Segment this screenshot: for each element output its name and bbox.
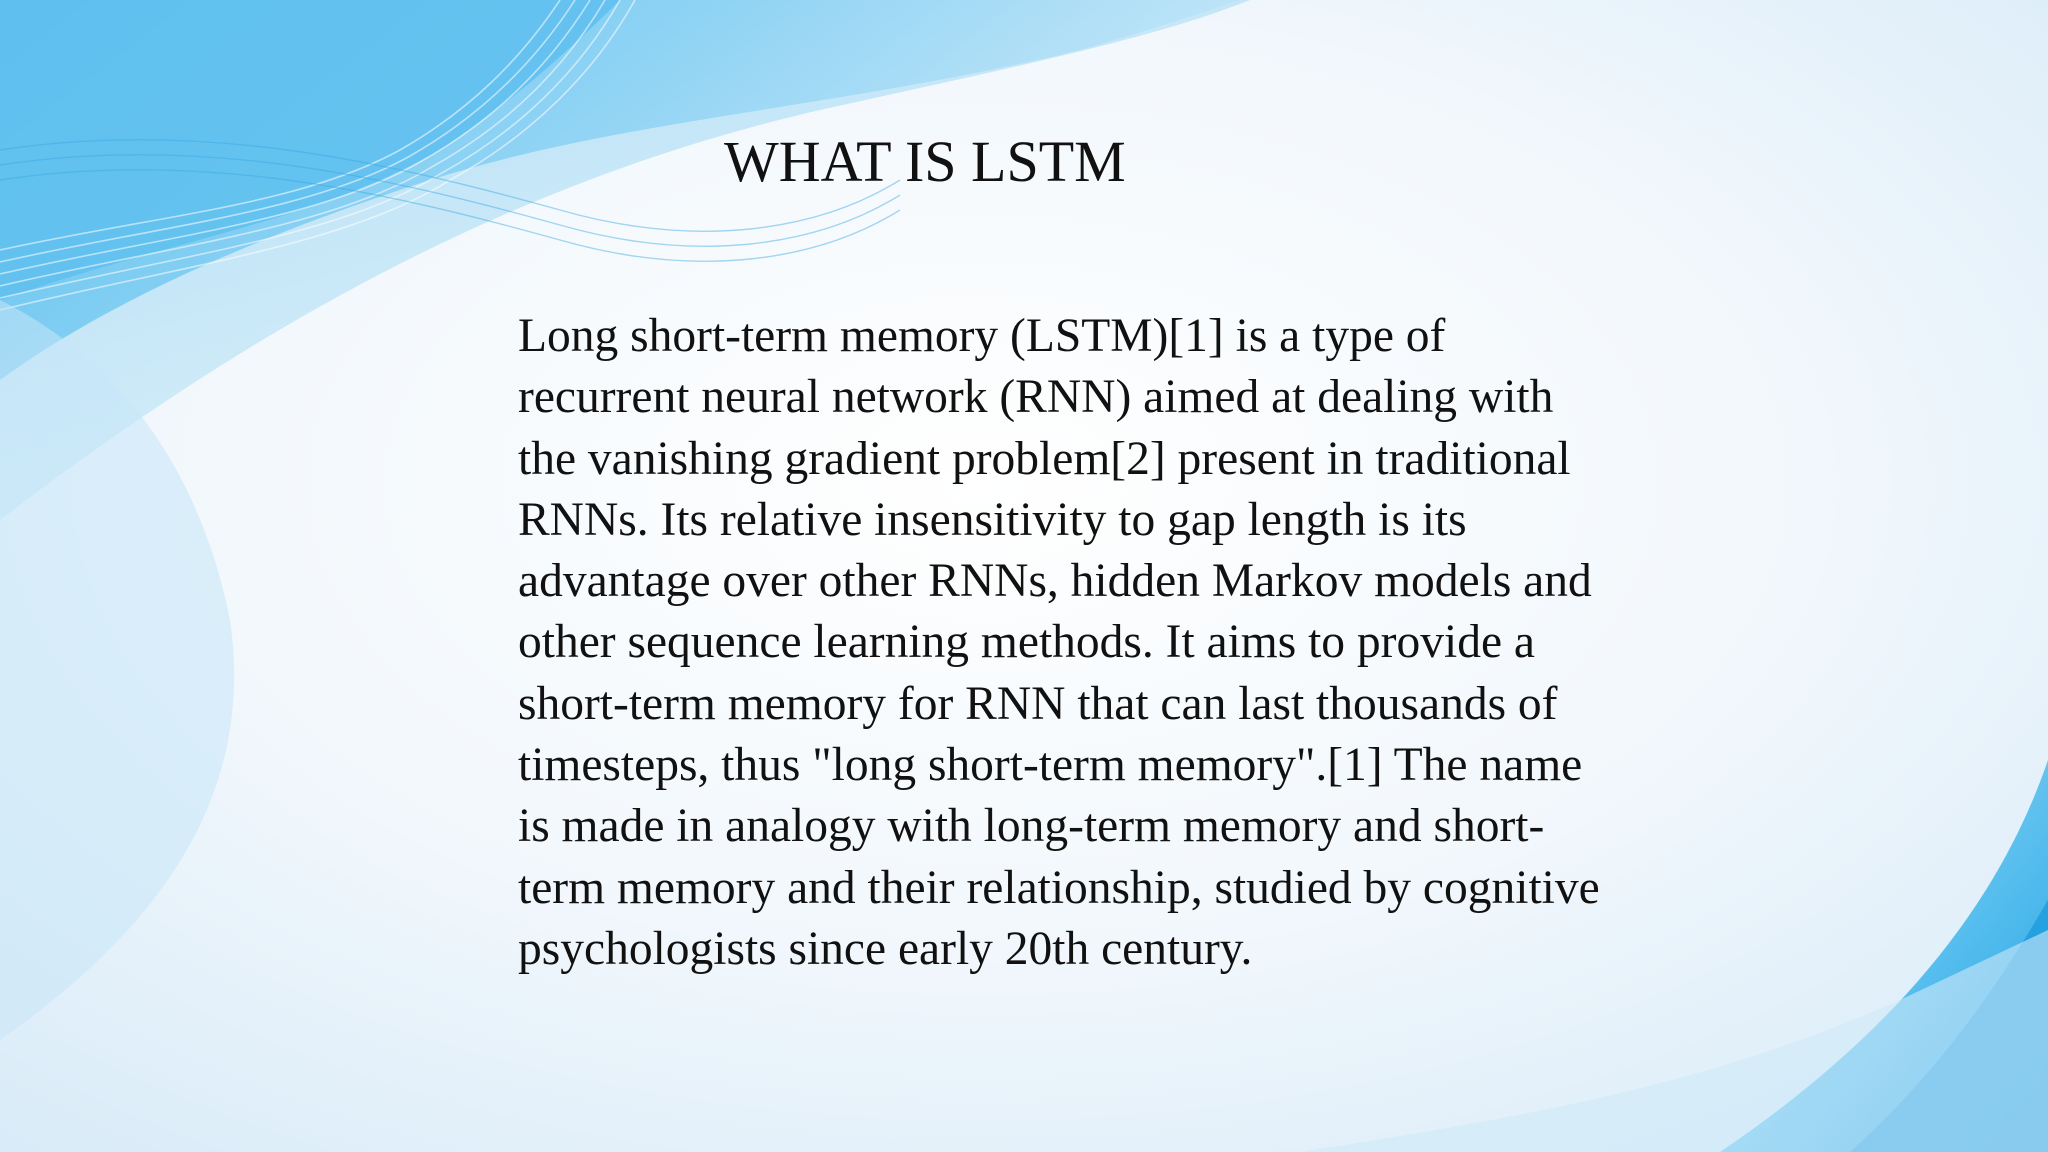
body-line: psychologists since early 20th century. [518, 922, 1253, 975]
body-line: is made in analogy with long-term memory and short- [518, 800, 1545, 853]
slide-body-text [518, 306, 1708, 980]
body-line: the vanishing gradient problem[2] present in traditional [518, 432, 1571, 485]
body-line: advantage over other RNNs, hidden Markov models and [518, 555, 1592, 608]
body-line: other sequence learning methods. It aims to provide a [518, 616, 1535, 669]
slide-title: WHAT IS LSTM [724, 129, 1126, 194]
body-line: recurrent neural network (RNN) aimed at dealing with [518, 371, 1554, 424]
body-line: timesteps, thus "long short-term memory".[1] The name [518, 739, 1583, 792]
body-line: RNNs. Its relative insensitivity to gap length is its [518, 493, 1467, 546]
body-line: short-term memory for RNN that can last thousands of [518, 677, 1558, 730]
body-line: term memory and their relationship, studied by cognitive [518, 861, 1600, 914]
body-line: Long short-term memory (LSTM)[1] is a type of [518, 310, 1446, 362]
